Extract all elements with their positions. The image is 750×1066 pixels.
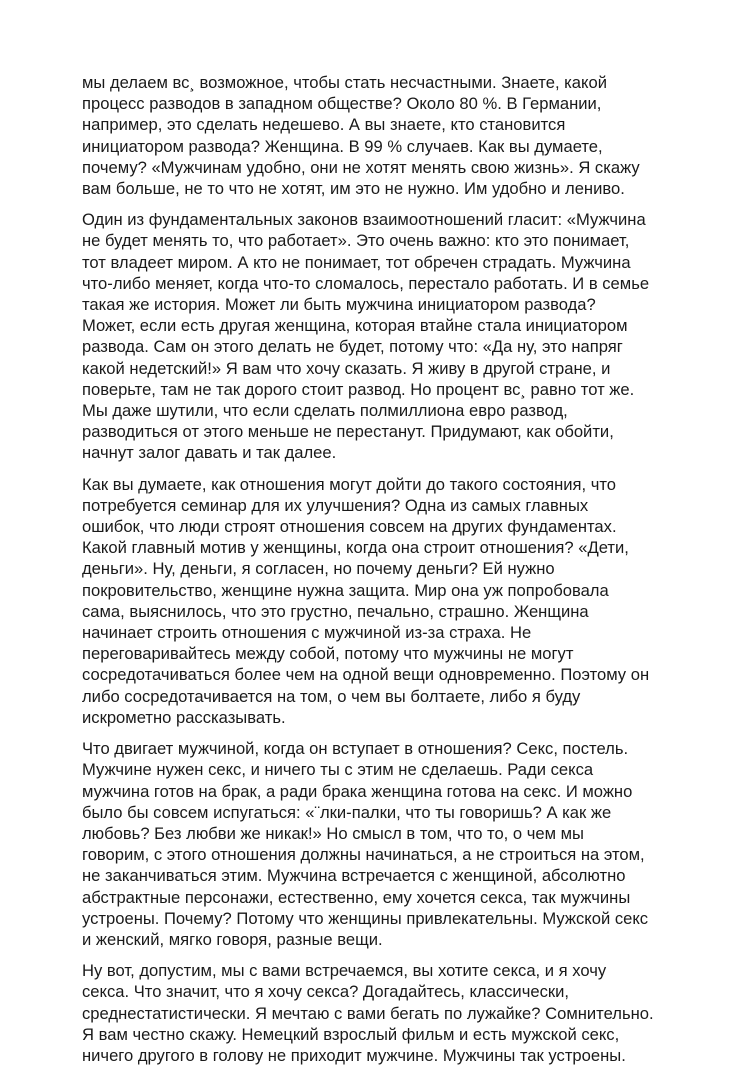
paragraph-4: Что двигает мужчиной, когда он вступает в отношения? Секс, постель. Мужчине нужен секс, и ничего ты с этим не сделаешь. Ради секса мужчина готов на брак, а ради брака женщина готова на секс. И можно было бы совсем испугаться: «¨лки-палки, что ты говоришь? А как же любовь? Без любви же никак!» Но смысл в том, что то, о чем мы говорим, с этого отношения должны начинаться, а не строиться на этом, не заканчиваться этим. Мужчина встречается с женщиной, абсолютно абстрактные персонажи, естественно, ему хочется секса, так мужчины устроены. Почему? Потому что женщины привлекательны. Мужской секс и женский, мягко говоря, разные вещи.: [82, 739, 649, 949]
paragraph-1: мы делаем вс¸ возможное, чтобы стать несчастными. Знаете, какой процесс разводов в западном обществе? Около 80 %. В Германии, например, это сделать недешево. А вы знаете, кто становится инициатором развода? Женщина. В 99 % случаев. Как вы думаете, почему? «Мужчинам удобно, они не хотят менять свою жизнь». Я скажу вам больше, не то что не хотят, им это не нужно. Им удобно и лениво.: [82, 73, 640, 199]
paragraph-2: Один из фундаментальных законов взаимоотношений гласит: «Мужчина не будет менять то, что работает». Это очень важно: кто это понимает, тот владеет миром. А кто не понимает, тот обречен страдать. Мужчина что-либо меняет, когда что-то сломалось, перестало работать. И в семье такая же история. Может ли быть мужчина инициатором развода? Может, если есть другая женщина, которая втайне стала инициатором развода. Сам он этого делать не будет, потому что: «Да ну, это напряг какой недетский!» Я вам что хочу сказать. Я живу в другой стране, и поверьте, там не так дорого стоит развод. Но процент вс¸ равно тот же. Мы даже шутили, что если сделать полмиллиона евро развод, разводиться от этого меньше не перестанут. Придумают, как обойти, начнут залог давать и так далее.: [82, 210, 650, 463]
paragraph-5: Ну вот, допустим, мы с вами встречаемся, вы хотите секса, и я хочу секса. Что значит, что я хочу секса? Догадайтесь, классически, среднестатистически. Я мечтаю с вами бегать по лужайке? Сомнительно. Я вам честно скажу. Немецкий взрослый фильм и есть мужской секс, ничего другого в голову не приходит мужчине. Мужчины так устроены.: [82, 961, 654, 1065]
paragraph-3: Как вы думаете, как отношения могут дойти до такого состояния, что потребуется семинар для их улучшения? Одна из самых главных ошибок, что люди строят отношения совсем на других фундаментах. Какой главный мотив у женщины, когда она строит отношения? «Дети, деньги». Ну, деньги, я согласен, но почему деньги? Ей нужно покровительство, женщине нужна защита. Мир она уж попробовала сама, выяснилось, что это грустно, печально, страшно. Женщина начинает строить отношения с мужчиной из-за страха. Не переговаривайтесь между собой, потому что мужчины не могут сосредотачиваться более чем на одной вещи одновременно. Поэтому он либо сосредотачивается на том, о чем вы болтаете, либо я буду искрометно рассказывать.: [82, 474, 650, 727]
